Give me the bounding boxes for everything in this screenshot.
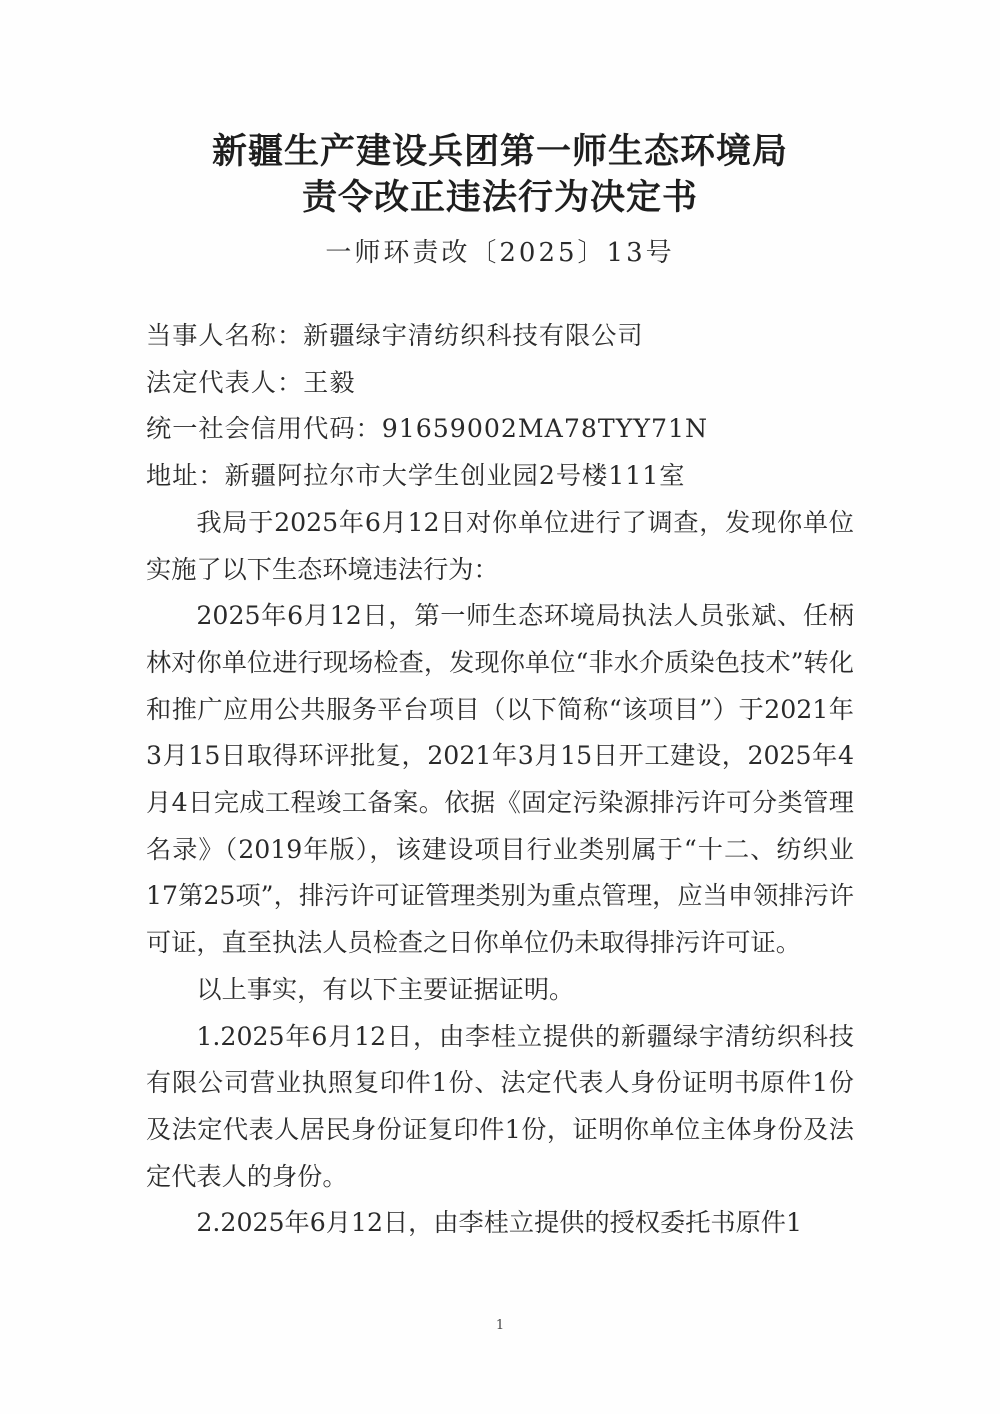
document-body [146, 313, 854, 1247]
document-number: 一师环责改〔2025〕13号 [325, 238, 675, 268]
address-field: 地址：新疆阿拉尔市大学生创业园2号楼111室 [146, 461, 686, 491]
paragraph-investigation: 我局于2025年6月12日对你单位进行了调查，发现你单位实施了以下生态环境违法行为： [146, 507, 854, 584]
paragraph-evidence-intro: 以上事实，有以下主要证据证明。 [196, 974, 575, 1004]
credit-code-field: 统一社会信用代码：91659002MA78TYY71N [146, 414, 709, 444]
paragraph-evidence-1: 1.2025年6月12日，由李桂立提供的新疆绿宇清纺织科技有限公司营业执照复印件1份、法定代表人身份证明书原件1份及法定代表人居民身份证复印件1份，证明你单位主体身份及法定代表人的身份。 [146, 1021, 854, 1191]
paragraph-facts: 2025年6月12日，第一师生态环境局执法人员张斌、任柄林对你单位进行现场检查，发现你单位“非水介质染色技术”转化和推广应用公共服务平台项目（以下简称“该项目”）于2021年3月15日取得环评批复，2021年3月15日开工建设，2025年4月4日完成工程竣工备案。依据《固定污染源排污许可分类管理名录》（2019年版），该建设项目行业类别属于“十二、纺织业17第25项”，排污许可证管理类别为重点管理，应当申领排污许可证，直至执法人员检查之日你单位仍未取得排污许可证。 [146, 601, 854, 958]
paragraph-evidence-2: 2.2025年6月12日，由李桂立提供的授权委托书原件1 [196, 1208, 802, 1238]
party-name-field: 当事人名称：新疆绿宇清纺织科技有限公司 [146, 321, 644, 350]
page-number: 1 [495, 1318, 505, 1333]
legal-representative-field: 法定代表人：王毅 [146, 367, 356, 397]
document-title-line2: 责令改正违法行为决定书 [301, 178, 698, 218]
document-title-line1: 新疆生产建设兵团第一师生态环境局 [211, 132, 788, 172]
